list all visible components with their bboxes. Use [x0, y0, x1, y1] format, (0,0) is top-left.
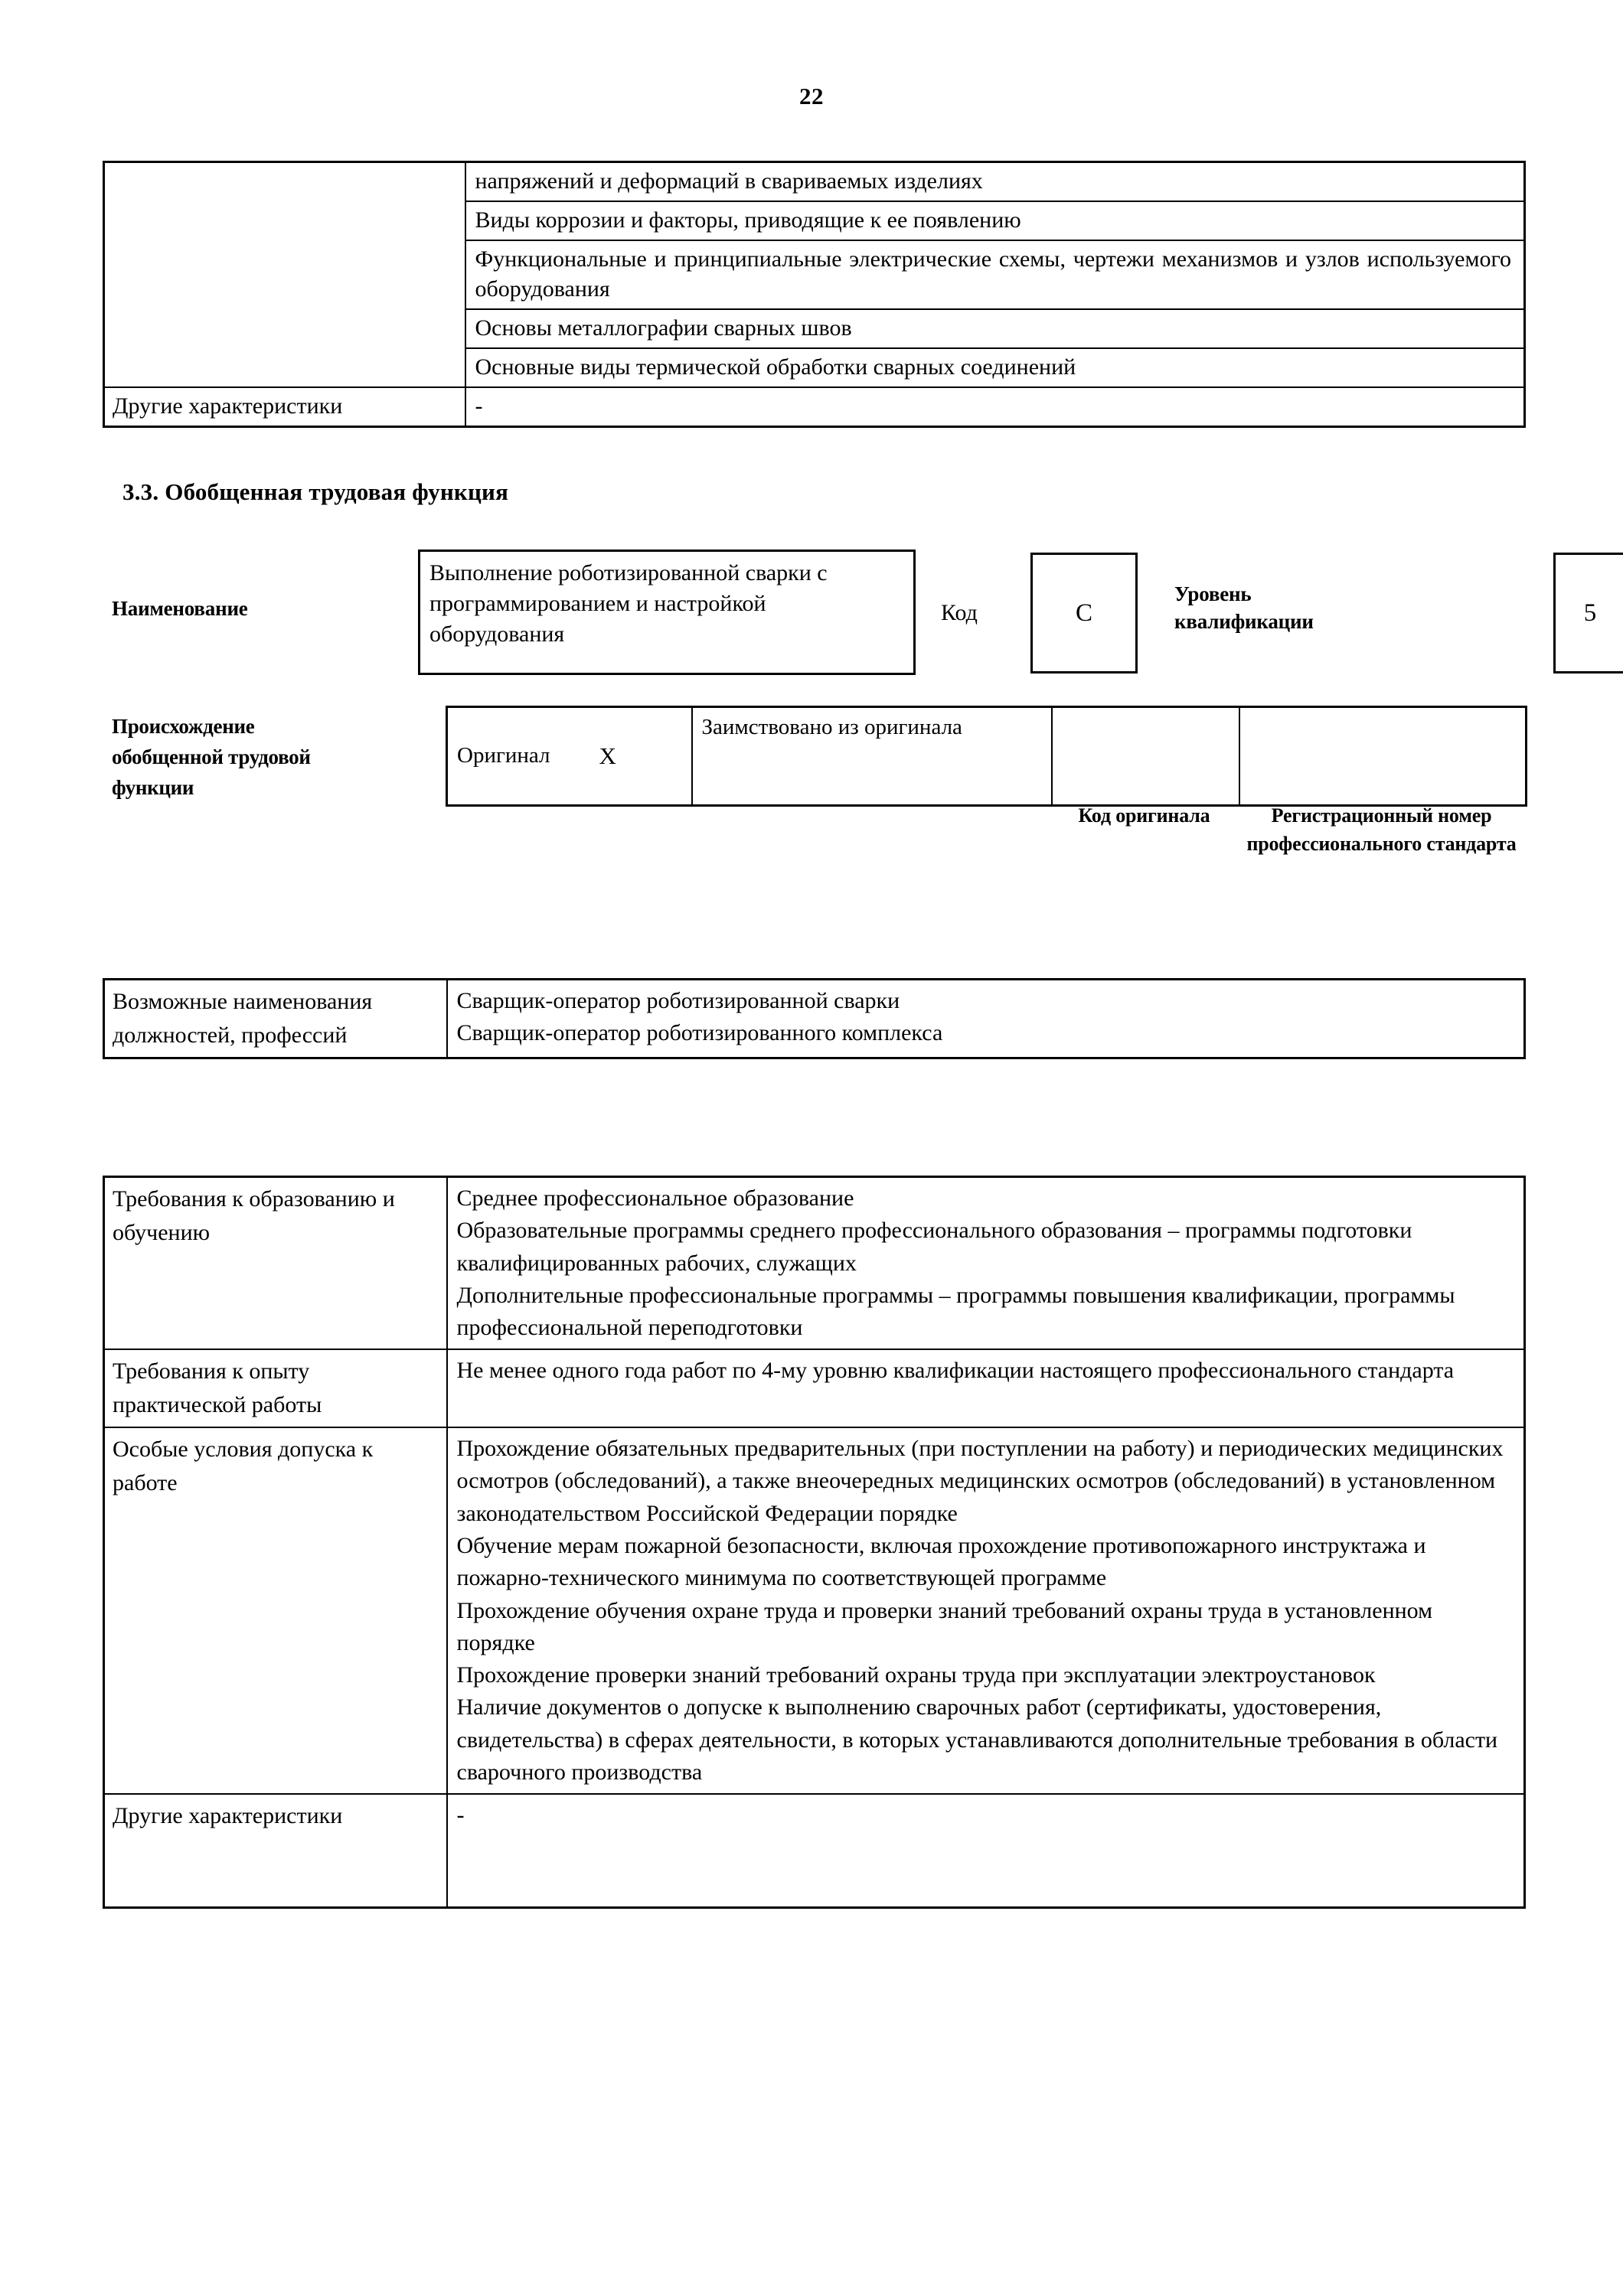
positions-label: Возможные наименования должностей, профессий [104, 980, 447, 1058]
list-item: Сварщик-оператор роботизированной сварки [456, 988, 900, 1013]
origin-label: Происхождение обобщенной трудовой функции [112, 715, 311, 799]
knowledge-cell: напряжений и деформаций в свариваемых изделиях [465, 162, 1525, 202]
list-item: Сварщик-оператор роботизированного комплекса [456, 1020, 943, 1045]
origin-original-label: Оригинал [457, 743, 550, 768]
positions-table [103, 978, 1526, 1059]
origin-caption-code: Код оригинала [1078, 804, 1210, 827]
list-item: Наличие документов о допуске к выполнению сварочных работ (сертификаты, удостоверения, свидетельства) в сферах деятельности, в которых устанавливаются дополнительные требования в области сварочного производства [456, 1694, 1498, 1786]
education-values [447, 1177, 1525, 1350]
table-row [447, 707, 1527, 806]
knowledge-cell: Основы металлографии сварных швов [465, 309, 1525, 348]
list-item: Прохождение проверки знаний требований охраны труда при эксплуатации электроустановок [456, 1662, 1376, 1688]
knowledge-label-spacer [104, 162, 465, 388]
requirements-other-value: - [447, 1794, 1525, 1908]
knowledge-cell: Основные виды термической обработки сварных соединений [465, 348, 1525, 387]
other-characteristics-label: Другие характеристики [104, 387, 465, 427]
table-row-other [104, 1794, 1525, 1908]
table-row-other-characteristics [104, 387, 1525, 427]
list-item: Прохождение обучения охране труда и проверки знаний требований охраны труда в установленном порядке [456, 1597, 1433, 1655]
generalized-function-code-value: C [1030, 553, 1138, 673]
origin-borrowed-label: Заимствовано из оригинала [692, 707, 1052, 806]
other-characteristics-value: - [465, 387, 1525, 427]
origin-caption-registration: Регистрационный номер профессионального стандарта [1246, 804, 1517, 855]
experience-label: Требования к опыту практической работы [104, 1349, 447, 1427]
list-item: Не менее одного года работ по 4-му уровню квалификации настоящего профессионального стандарта [456, 1358, 1455, 1384]
generalized-function-level-label: Уровень квалификации [1174, 582, 1314, 634]
generalized-function-row [103, 550, 1597, 687]
generalized-function-code-label: Код [941, 600, 978, 625]
table-row-special-conditions [104, 1427, 1525, 1794]
positions-values [447, 980, 1525, 1058]
origin-captions [446, 793, 1525, 946]
list-item: Образовательные программы среднего профессионального образования – программы подготовки квалифицированных рабочих, служащих [456, 1218, 1412, 1276]
generalized-function-name-label: Наименование [112, 597, 248, 620]
experience-values [447, 1349, 1525, 1427]
table-row [104, 162, 1525, 202]
list-item: Прохождение обязательных предварительных (при поступлении на работу) и периодических медицинских осмотров (обследований), а также внеочередных медицинских осмотров (обследований) в установленном законодательством Российской Федерации порядке [456, 1436, 1504, 1526]
list-item: Среднее профессиональное образование [456, 1186, 854, 1211]
origin-code-value [1052, 707, 1239, 806]
list-item: Дополнительные профессиональные программы – программы повышения квалификации, программы профессиональной переподготовки [456, 1282, 1455, 1341]
section-heading: 3.3. Обобщенная трудовая функция [122, 478, 509, 505]
table-row [104, 980, 1525, 1058]
origin-original-mark: X [599, 742, 616, 769]
generalized-function-name-value: Выполнение роботизированной сварки с программированием и настройкой оборудования [418, 550, 916, 675]
special-conditions-values [447, 1427, 1525, 1794]
requirements-other-label: Другие характеристики [104, 1794, 447, 1908]
list-item: Обучение мерам пожарной безопасности, включая прохождение противопожарного инструктажа и пожарно-технического минимума по соответствующей программе [456, 1532, 1426, 1591]
origin-table [446, 706, 1527, 807]
origin-registration-number-value [1239, 707, 1527, 806]
origin-original-cell [447, 707, 692, 806]
table-row-experience [104, 1349, 1525, 1427]
special-conditions-label: Особые условия допуска к работе [104, 1427, 447, 1794]
requirements-table [103, 1176, 1526, 1909]
page-number: 22 [799, 83, 824, 109]
table-row-education [104, 1177, 1525, 1350]
knowledge-cell: Функциональные и принципиальные электрические схемы, чертежи механизмов и узлов используемого оборудования [465, 240, 1525, 309]
education-label: Требования к образованию и обучению [104, 1177, 447, 1350]
knowledge-table [103, 161, 1526, 428]
generalized-function-level-value: 5 [1553, 553, 1623, 673]
knowledge-cell: Виды коррозии и факторы, приводящие к ее появлению [465, 201, 1525, 240]
